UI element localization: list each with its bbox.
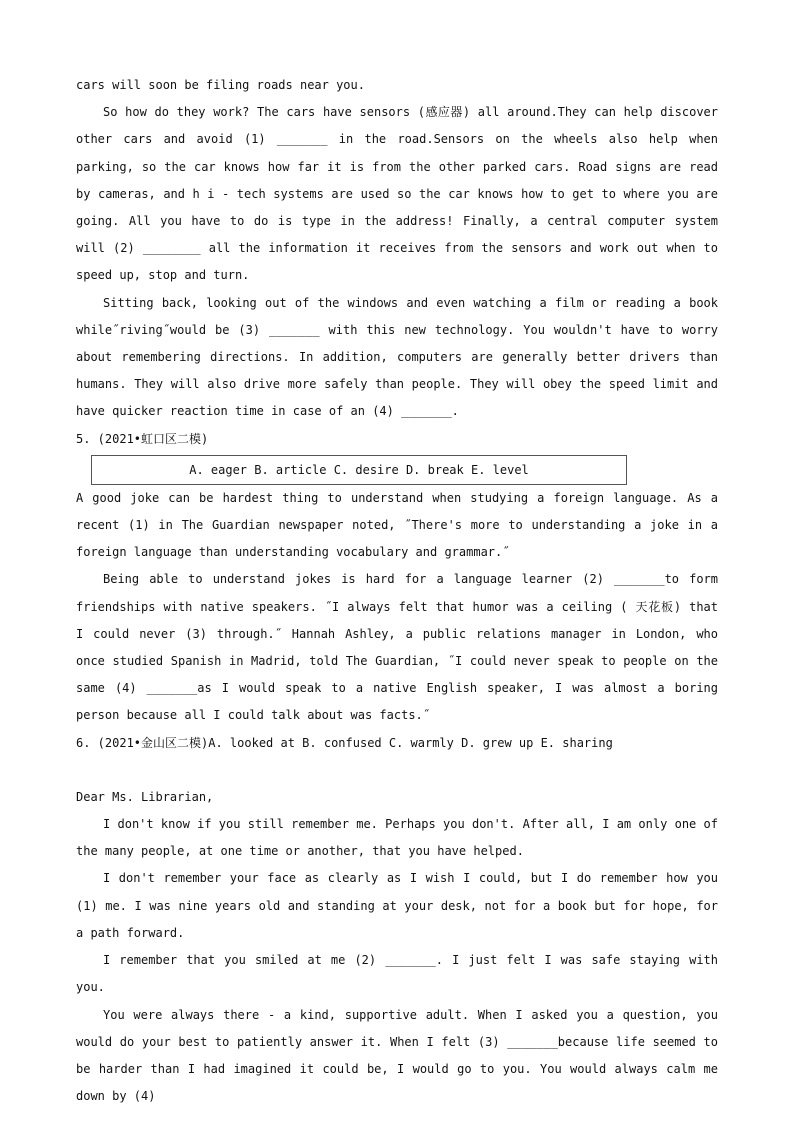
blank-line — [76, 757, 718, 784]
passage-paragraph: Being able to understand jokes is hard for a language learner (2) _______to form friendships with native speakers. ˝I always felt that humor was a ceiling ( 天花板) that I could never (3) through.˝ Hannah Ashley, a public relations manager in London, who once studied Spanish in Madrid, told The Guardian, ˝I could never speak to people on the same (4) _______as I would speak to a native English speaker, I was almost a boring person because all I could talk about was facts.˝ — [76, 572, 718, 723]
document-page — [76, 72, 718, 1110]
passage-paragraph: I don't remember your face as clearly as I wish I could, but I do remember how you (1) me. I was nine years old and standing at your desk, not for a book but for hope, for a path forward. — [76, 871, 718, 940]
question-5-heading: 5. (2021•虹口区二模) — [76, 431, 209, 446]
passage-paragraph: A good joke can be hardest thing to understand when studying a foreign language. As a recent (1) in The Guardian newspaper noted, ˝There's more to understanding a joke in a foreign language than understanding vocabulary and grammar.˝ — [76, 490, 718, 560]
word-bank-box: A. eager B. article C. desire D. break E. level — [91, 455, 627, 485]
question-6-heading: 6. (2021•金山区二模)A. looked at B. confused C. warmly D. grew up E. sharing — [76, 735, 613, 750]
passage-paragraph: I don't know if you still remember me. Perhaps you don't. After all, I am only one of the many people, at one time or another, that you have helped. — [76, 817, 718, 859]
passage-paragraph: cars will soon be filing roads near you. — [76, 78, 365, 92]
passage-paragraph: So how do they work? The cars have sensors (感应器) all around.They can help discover other cars and avoid (1) _______ in the road.Sensors on the wheels also help when parking, so the car knows how far it is from the other parked cars. Road signs are read by cameras, and h i - tech systems are used so the car knows how to get to where you are going. All you have to do is type in the address! Finally, a central computer system will (2) ________ all the information it receives from the sensors and work out when to speed up, stop and turn. — [76, 105, 718, 283]
passage-paragraph: You were always there - a kind, supportive adult. When I asked you a question, you would do your best to patiently answer it. When I felt (3) _______because life seemed to be harder than I had imagined it could be, I would go to you. You would always calm me down by (4) — [76, 1007, 718, 1104]
passage-paragraph: I remember that you smiled at me (2) _______. I just felt I was safe staying with you. — [76, 953, 718, 995]
passage-paragraph: Sitting back, looking out of the windows and even watching a film or reading a book while˝riving˝would be (3) _______ with this new technology. You wouldn't have to worry about remembering directions. In addition, computers are generally better drivers than humans. They will also drive more safely than people. They will obey the speed limit and have quicker reaction time in case of an (4) _______. — [76, 295, 718, 419]
letter-salutation: Dear Ms. Librarian, — [76, 789, 214, 804]
